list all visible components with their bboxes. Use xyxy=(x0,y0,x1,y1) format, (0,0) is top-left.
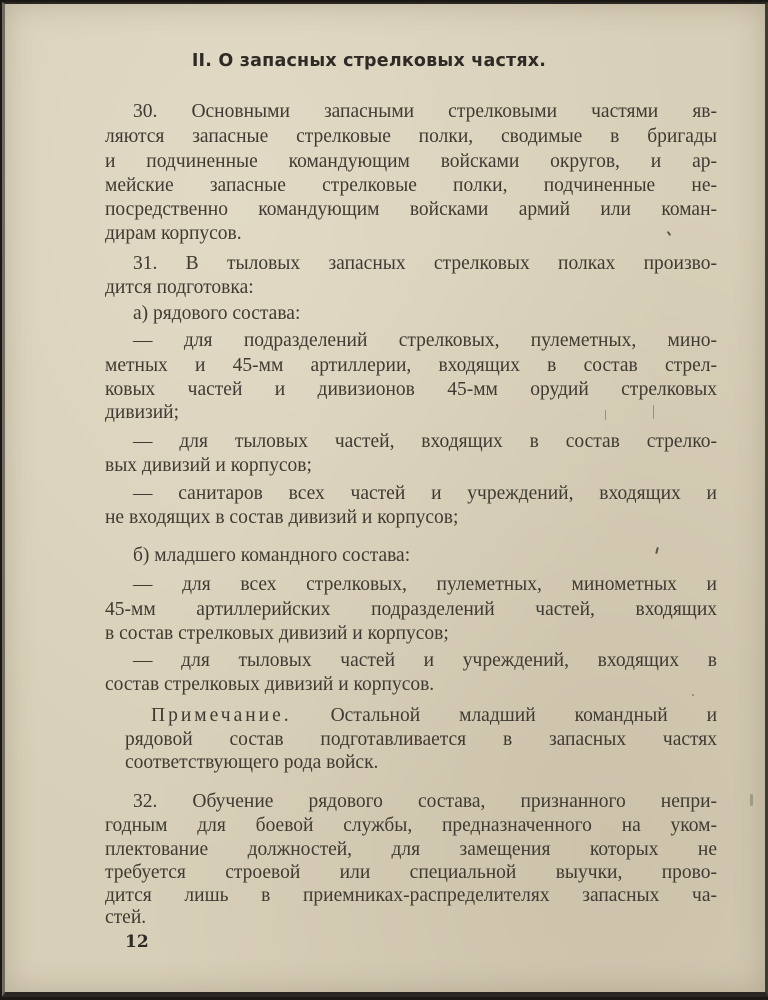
text-line: дирам корпусов. xyxy=(105,223,242,244)
text-line: 31. В тыловых запасных стрелковых полках произво- xyxy=(133,253,717,274)
text-line: и подчиненные командующим войсками округов, и ар- xyxy=(105,151,717,172)
text-line: 30. Основными запасными стрелковыми частями яв- xyxy=(133,101,717,122)
document-page xyxy=(2,2,768,997)
text-line: 32. Обучение рядового состава, признанного непри- xyxy=(133,791,717,812)
text-line: стей. xyxy=(105,907,147,928)
note-label: Примечание. xyxy=(151,705,292,726)
note-text: Остальной младший командный и xyxy=(330,705,718,726)
text-line: не входящих в состав дивизий и корпусов; xyxy=(105,507,459,528)
section-title: II. О запасных стрелковых частях. xyxy=(191,51,547,71)
text-line: рядовой состав подготавливается в запасных частях xyxy=(125,729,717,750)
text-line: б) младшего командного состава: xyxy=(133,545,411,566)
text-line: вых дивизий и корпусов; xyxy=(105,455,312,476)
text-line: соответствующего рода войск. xyxy=(125,752,379,773)
paper-speck xyxy=(750,794,753,806)
text-line: ковых частей и дивизионов 45-мм орудий стрелковых xyxy=(105,379,717,400)
text-line: годным для боевой службы, предназначенного на уком- xyxy=(105,815,717,836)
page-number: 12 xyxy=(125,932,149,952)
text-line: а) рядового состава: xyxy=(133,303,301,324)
text-line: дится лишь в приемниках-распределителях запасных ча- xyxy=(105,885,717,906)
text-line: — для тыловых частей, входящих в состав стрелко- xyxy=(133,431,717,452)
text-line: требуется строевой или специальной выучки, прово- xyxy=(105,862,717,883)
text-line: дится подготовка: xyxy=(105,277,254,298)
note-line xyxy=(151,704,717,729)
text-line: плектование должностей, для замещения которых не xyxy=(105,839,717,860)
text-line: состав стрелковых дивизий и корпусов. xyxy=(105,674,435,695)
text-line: — для всех стрелковых, пулеметных, минометных и xyxy=(133,574,717,595)
text-line: — для тыловых частей и учреждений, входящих в xyxy=(133,650,717,671)
text-line: в состав стрелковых дивизий и корпусов; xyxy=(105,623,449,644)
paper-speck xyxy=(692,694,694,696)
text-line: ляются запасные стрелковые полки, сводимые в бригады xyxy=(105,126,717,147)
paper-speck xyxy=(653,405,654,419)
paper-speck xyxy=(605,410,606,420)
text-line: мейские запасные стрелковые полки, подчиненные не- xyxy=(105,175,717,196)
text-line: 45-мм артиллерийских подразделений частей, входящих xyxy=(105,599,717,620)
text-line: дивизий; xyxy=(105,402,179,423)
text-line: — санитаров всех частей и учреждений, входящих и xyxy=(133,483,717,504)
text-line: посредственно командующим войсками армий или коман- xyxy=(105,199,717,220)
text-line: — для подразделений стрелковых, пулеметных, мино- xyxy=(133,330,717,351)
text-line: метных и 45-мм артиллерии, входящих в состав стрел- xyxy=(105,355,717,376)
